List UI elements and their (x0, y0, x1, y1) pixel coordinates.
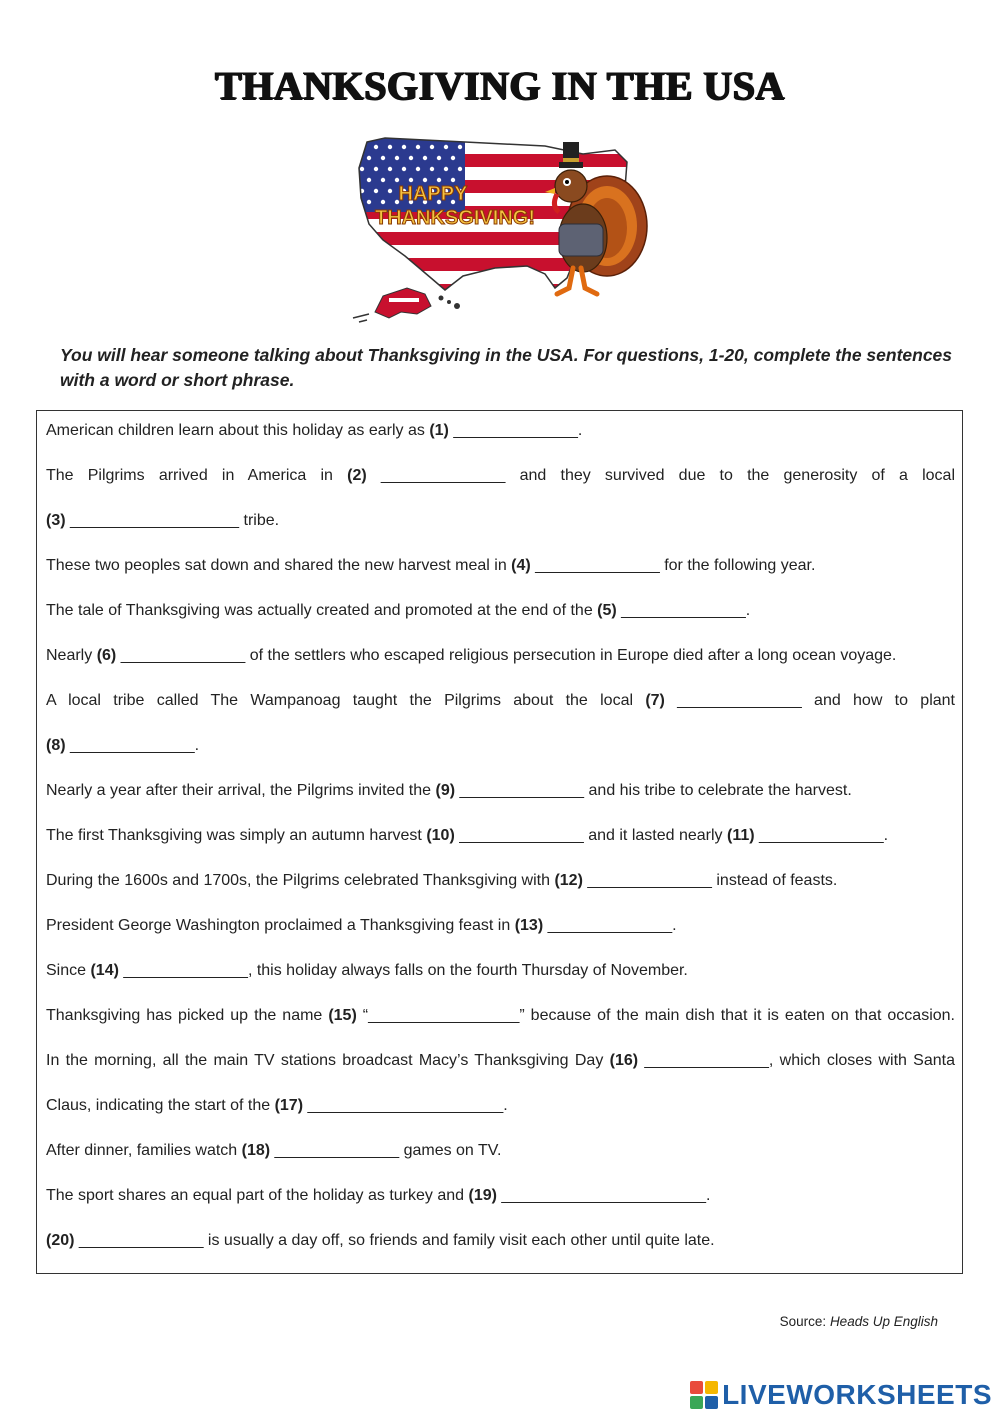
brand-name: LIVEWORKSHEETS (722, 1379, 992, 1410)
banner-line-2: THANKSGIVING! (375, 207, 535, 229)
question-text: ______________________. (303, 1097, 508, 1114)
question-line (46, 826, 955, 846)
question-line (46, 1096, 955, 1116)
question-text: A local tribe called The Wampanoag taught the Pilgrims about the local (46, 692, 646, 709)
question-number: (3) (46, 512, 66, 529)
question-text: _______________________. (496, 1187, 711, 1204)
question-line (46, 1006, 955, 1026)
question-text: ______________, this holiday always falls on the fourth Thursday of November. (118, 962, 688, 979)
question-text: ______________, which closes with Santa (638, 1052, 955, 1069)
question-text: Nearly a year after their arrival, the Pilgrims invited the (46, 782, 436, 799)
question-number: (8) (46, 737, 66, 754)
question-text: President George Washington proclaimed a Thanksgiving feast in (46, 917, 515, 934)
question-number: (15) (328, 1007, 357, 1024)
question-line (46, 781, 955, 801)
question-number: (13) (514, 917, 544, 934)
question-text: ______________ for the following year. (530, 557, 816, 574)
question-number: (2) (347, 467, 367, 484)
question-line (46, 601, 955, 621)
question-line (46, 466, 955, 486)
question-line (46, 736, 955, 756)
question-text: During the 1600s and 1700s, the Pilgrims celebrated Thanksgiving with (46, 872, 555, 889)
question-line (46, 961, 955, 981)
question-text: ______________ and they survived due to the generosity of a local (366, 467, 955, 484)
question-text: ______________ and how to plant (664, 692, 956, 709)
questions-box (36, 410, 963, 1274)
question-line (46, 1231, 955, 1251)
source-label: Source: (779, 1314, 827, 1329)
question-number: (17) (274, 1097, 304, 1114)
question-number: (1) (429, 422, 449, 439)
question-line (46, 556, 955, 576)
question-text: ______________ is usually a day off, so friends and family visit each other until quite late. (74, 1232, 715, 1249)
question-text: After dinner, families watch (46, 1142, 242, 1159)
question-line (46, 421, 955, 441)
question-text: Nearly (46, 647, 97, 664)
question-text: ______________. (616, 602, 751, 619)
question-line (46, 1051, 955, 1071)
question-number: (4) (511, 557, 531, 574)
question-number: (11) (726, 827, 755, 844)
thanksgiving-illustration (345, 128, 655, 328)
question-number: (19) (468, 1187, 497, 1204)
question-number: (7) (645, 692, 665, 709)
question-text: The tale of Thanksgiving was actually created and promoted at the end of the (46, 602, 598, 619)
question-number: (18) (241, 1142, 271, 1159)
question-number: (12) (554, 872, 583, 889)
question-number: (16) (609, 1052, 639, 1069)
question-line (46, 691, 955, 711)
question-text: American children learn about this holiday as early as (46, 422, 430, 439)
question-text: The first Thanksgiving was simply an autumn harvest (46, 827, 427, 844)
question-text: ______________. (65, 737, 200, 754)
question-line (46, 511, 955, 531)
liveworksheets-logo (690, 1378, 992, 1412)
question-number: (14) (90, 962, 119, 979)
liveworksheets-icon (690, 1381, 718, 1409)
question-text: The sport shares an equal part of the holiday as turkey and (46, 1187, 469, 1204)
question-number: (10) (426, 827, 455, 844)
question-text: ______________ games on TV. (270, 1142, 502, 1159)
question-text: ______________ instead of feasts. (582, 872, 838, 889)
question-text: These two peoples sat down and shared the new harvest meal in (46, 557, 512, 574)
source-name: Heads Up English (829, 1314, 938, 1329)
question-text: ______________. (543, 917, 677, 934)
page-title: THANKSGIVING IN THE USA (215, 63, 785, 108)
question-line (46, 646, 955, 666)
question-text: ______________ of the settlers who escaped religious persecution in Europe died after a long ocean voyage. (116, 647, 897, 664)
banner-line-1: HAPPY (398, 183, 468, 205)
question-text: Claus, indicating the start of the (46, 1097, 275, 1114)
question-text: ______________ and his tribe to celebrate the harvest. (455, 782, 852, 799)
question-line (46, 1141, 955, 1161)
question-text: In the morning, all the main TV stations broadcast Macy’s Thanksgiving Day (46, 1052, 610, 1069)
question-line (46, 1186, 955, 1206)
question-line (46, 916, 955, 936)
question-number: (20) (46, 1232, 75, 1249)
question-text: ___________________ tribe. (65, 512, 280, 529)
question-text: ______________. (448, 422, 583, 439)
question-line (46, 871, 955, 891)
instructions: You will hear someone talking about Thanksgiving in the USA. For questions, 1-20, complete the sentences with a word or short phrase. (60, 345, 953, 390)
question-text: The Pilgrims arrived in America in (46, 467, 348, 484)
question-text: ______________. (754, 827, 889, 844)
question-text: ______________ and it lasted nearly (454, 827, 727, 844)
question-text: “_________________” because of the main dish that it is eaten on that occasion. (356, 1007, 955, 1024)
question-text: Since (46, 962, 91, 979)
question-number: (5) (597, 602, 617, 619)
question-number: (6) (96, 647, 117, 664)
source-credit (780, 1314, 938, 1329)
question-number: (9) (435, 782, 456, 799)
question-text: Thanksgiving has picked up the name (46, 1007, 329, 1024)
